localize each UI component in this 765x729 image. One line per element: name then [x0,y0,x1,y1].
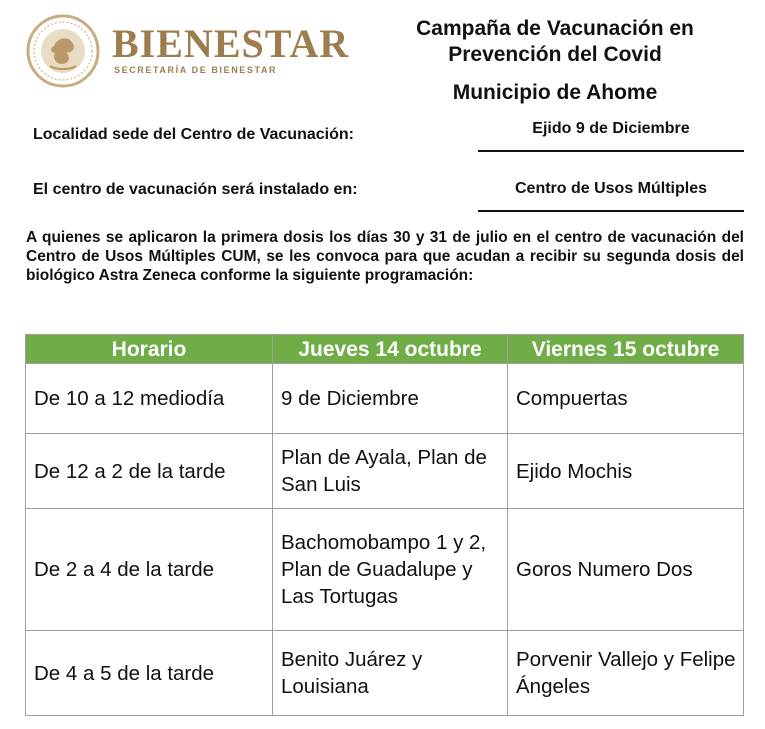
friday-cell: Ejido Mochis [508,434,744,509]
friday-cell: Compuertas [508,364,744,434]
friday-cell: Goros Numero Dos [508,509,744,631]
thursday-cell: 9 de Diciembre [273,364,508,434]
header-horario: Horario [26,335,273,364]
brand-name: BIENESTAR [112,21,350,66]
time-cell: De 2 a 4 de la tarde [26,509,273,631]
campaign-title [380,16,730,69]
header-viernes: Viernes 15 octubre [508,335,744,364]
vaccination-schedule-table [25,334,744,716]
header-jueves: Jueves 14 octubre [273,335,508,364]
national-seal-icon [26,14,100,88]
thursday-cell: Bachomobampo 1 y 2, Plan de Guadalupe y Las Tortugas [273,509,508,631]
bienestar-logo [26,12,371,90]
municipality-title: Municipio de Ahome [452,81,658,104]
announcement-text: A quienes se aplicaron la primera dosis los días 30 y 31 de julio en el centro de vacunación del Centro de Usos Múltiples CUM, se les convoca para que acudan a recibir su segunda dosis del biológico Astra Zeneca conforme la siguiente programación: [26,229,744,284]
locality-label: Localidad sede del Centro de Vacunación: [33,126,354,143]
time-cell: De 4 a 5 de la tarde [26,631,273,716]
brand-subtitle: SECRETARÍA DE BIENESTAR [114,65,278,75]
time-cell: De 10 a 12 mediodía [26,364,273,434]
table-row [26,364,744,434]
table-row [26,631,744,716]
thursday-cell: Benito Juárez y Louisiana [273,631,508,716]
table-header-row [26,335,744,364]
friday-cell: Porvenir Vallejo y Felipe Ángeles [508,631,744,716]
center-value: Centro de Usos Múltiples [478,180,744,212]
table-row [26,434,744,509]
table-row [26,509,744,631]
center-label: El centro de vacunación será instalado en: [33,181,358,198]
title-line-2: Prevención del Covid [448,43,662,67]
title-line-1: Campaña de Vacunación en [416,17,694,40]
time-cell: De 12 a 2 de la tarde [26,434,273,509]
locality-value: Ejido 9 de Diciembre [478,120,744,152]
thursday-cell: Plan de Ayala, Plan de San Luis [273,434,508,509]
